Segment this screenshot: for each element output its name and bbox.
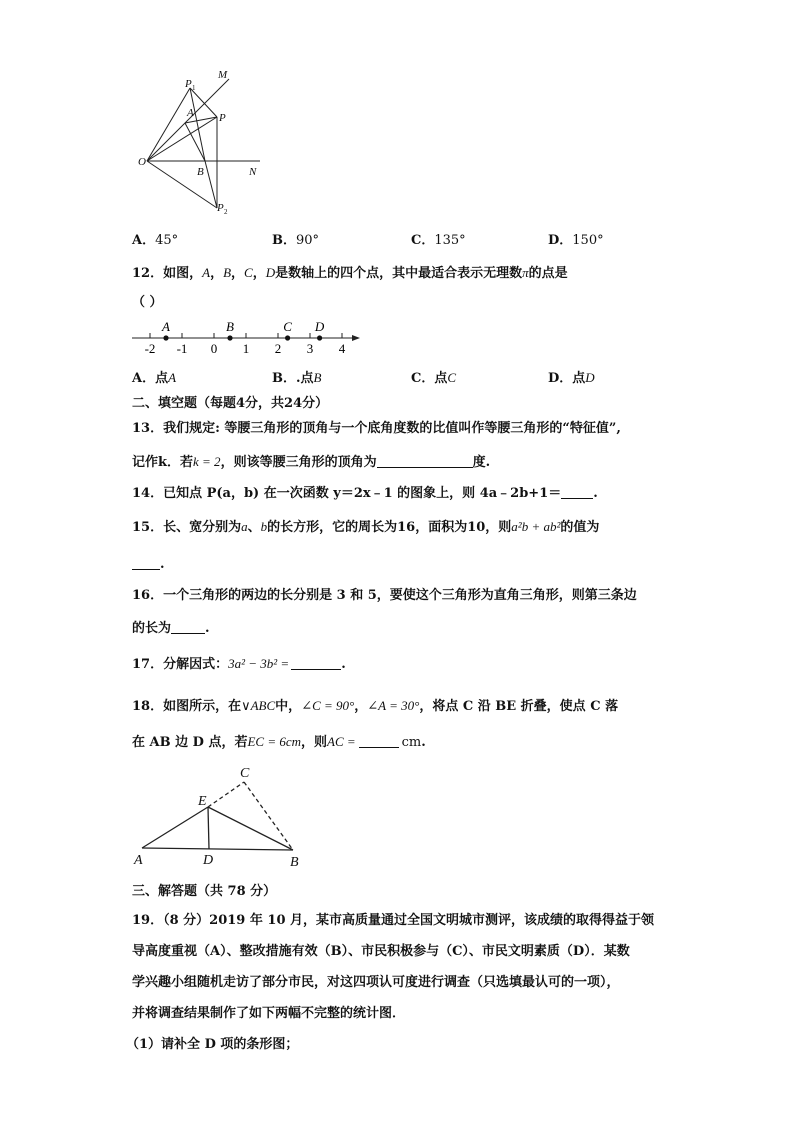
number-line-arrow: [352, 335, 360, 341]
segment-OP: [147, 117, 217, 161]
label-D: D: [203, 853, 214, 868]
q12-option-a[interactable]: A．点A: [132, 370, 177, 386]
number-line-tick-label: 0: [210, 341, 218, 356]
segment-P1B: [190, 88, 205, 161]
q11-geometry-figure: [130, 66, 270, 222]
q11-option-c[interactable]: C．135°: [411, 233, 466, 248]
q17-answer-blank[interactable]: [291, 656, 341, 670]
number-line-point-d: [317, 335, 322, 340]
segment-EC-dashed: [208, 782, 244, 807]
label-P: P: [219, 112, 226, 124]
label-B: B: [197, 166, 204, 178]
segment-P1P: [190, 88, 217, 117]
number-line-tick-label: 2: [274, 341, 282, 356]
q12-question-line1: 12．如图，A，B，C，D是数轴上的四个点，其中最适合表示无理数π的点是: [132, 265, 568, 281]
q13-answer-blank[interactable]: [377, 454, 473, 468]
number-line-point-label: D: [314, 319, 325, 334]
q19-subquestion-1: （1）请补全 D 项的条形图；: [126, 1037, 299, 1052]
label-O: O: [138, 156, 146, 168]
q12-option-c[interactable]: C．点C: [411, 370, 457, 386]
label-E: E: [198, 794, 207, 809]
segment-AE: [142, 807, 208, 848]
q19-line1: 19．（8 分）2019 年 10 月，某市高质量通过全国文明城市测评，该成绩的取得得益于领: [132, 913, 655, 928]
q14-line: 14．已知点 P(a，b) 在一次函数 y＝2x﹣1 的图象上，则 4a﹣2b+1＝ .: [132, 486, 598, 501]
q19-line4: 并将调查结果制作了如下两幅不完整的统计图．: [132, 1006, 406, 1021]
q19-line3: 学兴趣小组随机走访了部分市民，对这四项认可度进行调查（只选填最认可的一项），: [132, 975, 620, 990]
number-line-point-a: [163, 335, 168, 340]
q11-option-a[interactable]: A．45°: [132, 233, 179, 248]
number-line-point-label: A: [162, 319, 170, 334]
segment-AB: [142, 848, 293, 850]
number-line-tick-label: 3: [306, 341, 314, 356]
q12-option-d[interactable]: D．点D: [548, 370, 595, 386]
label-C: C: [240, 766, 250, 781]
segment-EB: [208, 807, 293, 850]
q12-option-b[interactable]: B．.点B: [272, 370, 322, 386]
segment-AB: [185, 123, 205, 161]
q11-option-b[interactable]: B．90°: [272, 233, 320, 248]
q14-answer-blank[interactable]: [561, 485, 593, 499]
q12-number-line: [128, 318, 368, 358]
label-P1: P: [185, 78, 192, 90]
label-P2-subscript: 2: [224, 208, 228, 216]
q16-answer-blank[interactable]: [171, 620, 205, 634]
q13-line1: 13．我们规定: 等腰三角形的顶角与一个底角度数的比值叫作等腰三角形的“特征值”,: [132, 421, 621, 436]
label-N: N: [249, 166, 257, 178]
q15-line1: 15．长、宽分别为a、b的长方形，它的周长为16，面积为10，则a²b + ab²的值为: [132, 519, 600, 535]
label-A: A: [187, 107, 194, 119]
segment-ED: [208, 807, 209, 849]
label-A: A: [134, 853, 143, 868]
q17-line: 17．分解因式：3a² − 3b² = .: [132, 656, 346, 672]
number-line-point-c: [285, 335, 290, 340]
q18-line2: 在 AB 边 D 点，若EC = 6cm，则AC = cm.: [132, 734, 426, 750]
q13-line2: 记作k．若k = 2，则该等腰三角形的顶角为 度.: [132, 454, 491, 470]
q12-answer-paren: （ ）: [132, 295, 163, 310]
number-line-point-b: [227, 335, 232, 340]
segment-CB-dashed: [244, 782, 293, 850]
section-2-heading: 二、填空题（每题4分，共24分）: [132, 396, 329, 411]
number-line-tick-label: 4: [338, 341, 346, 356]
q15-answer-blank[interactable]: [132, 556, 160, 570]
label-P2: P: [217, 202, 224, 214]
q16-line1: 16．一个三角形的两边的长分别是 3 和 5，要使这个三角形为直角三角形，则第三条边: [132, 588, 637, 603]
number-line-tick-label: -2: [144, 341, 156, 356]
q15-line2: .: [132, 556, 165, 574]
label-M: M: [218, 69, 228, 81]
q18-answer-blank[interactable]: [359, 734, 399, 748]
q18-triangle-figure: [130, 762, 310, 872]
number-line-tick-label: -1: [176, 341, 188, 356]
q18-line1: 18．如图所示，在∨ABC中，∠C = 90°，∠A = 30°，将点 C 沿 BE 折叠，使点 C 落: [132, 698, 619, 714]
number-line-tick-label: 1: [242, 341, 250, 356]
q16-line2: 的长为 .: [132, 621, 210, 636]
section-3-heading: 三、解答题（共 78 分）: [132, 884, 277, 899]
number-line-point-label: B: [226, 319, 234, 334]
label-P1-subscript: 1: [192, 84, 196, 92]
q11-option-d[interactable]: D．150°: [548, 233, 604, 248]
q19-line2: 导高度重视（A）、整改措施有效（B）、市民积极参与（C）、市民文明素质（D）．某数: [132, 944, 630, 959]
label-B: B: [290, 855, 299, 870]
number-line-point-label: C: [283, 319, 292, 334]
